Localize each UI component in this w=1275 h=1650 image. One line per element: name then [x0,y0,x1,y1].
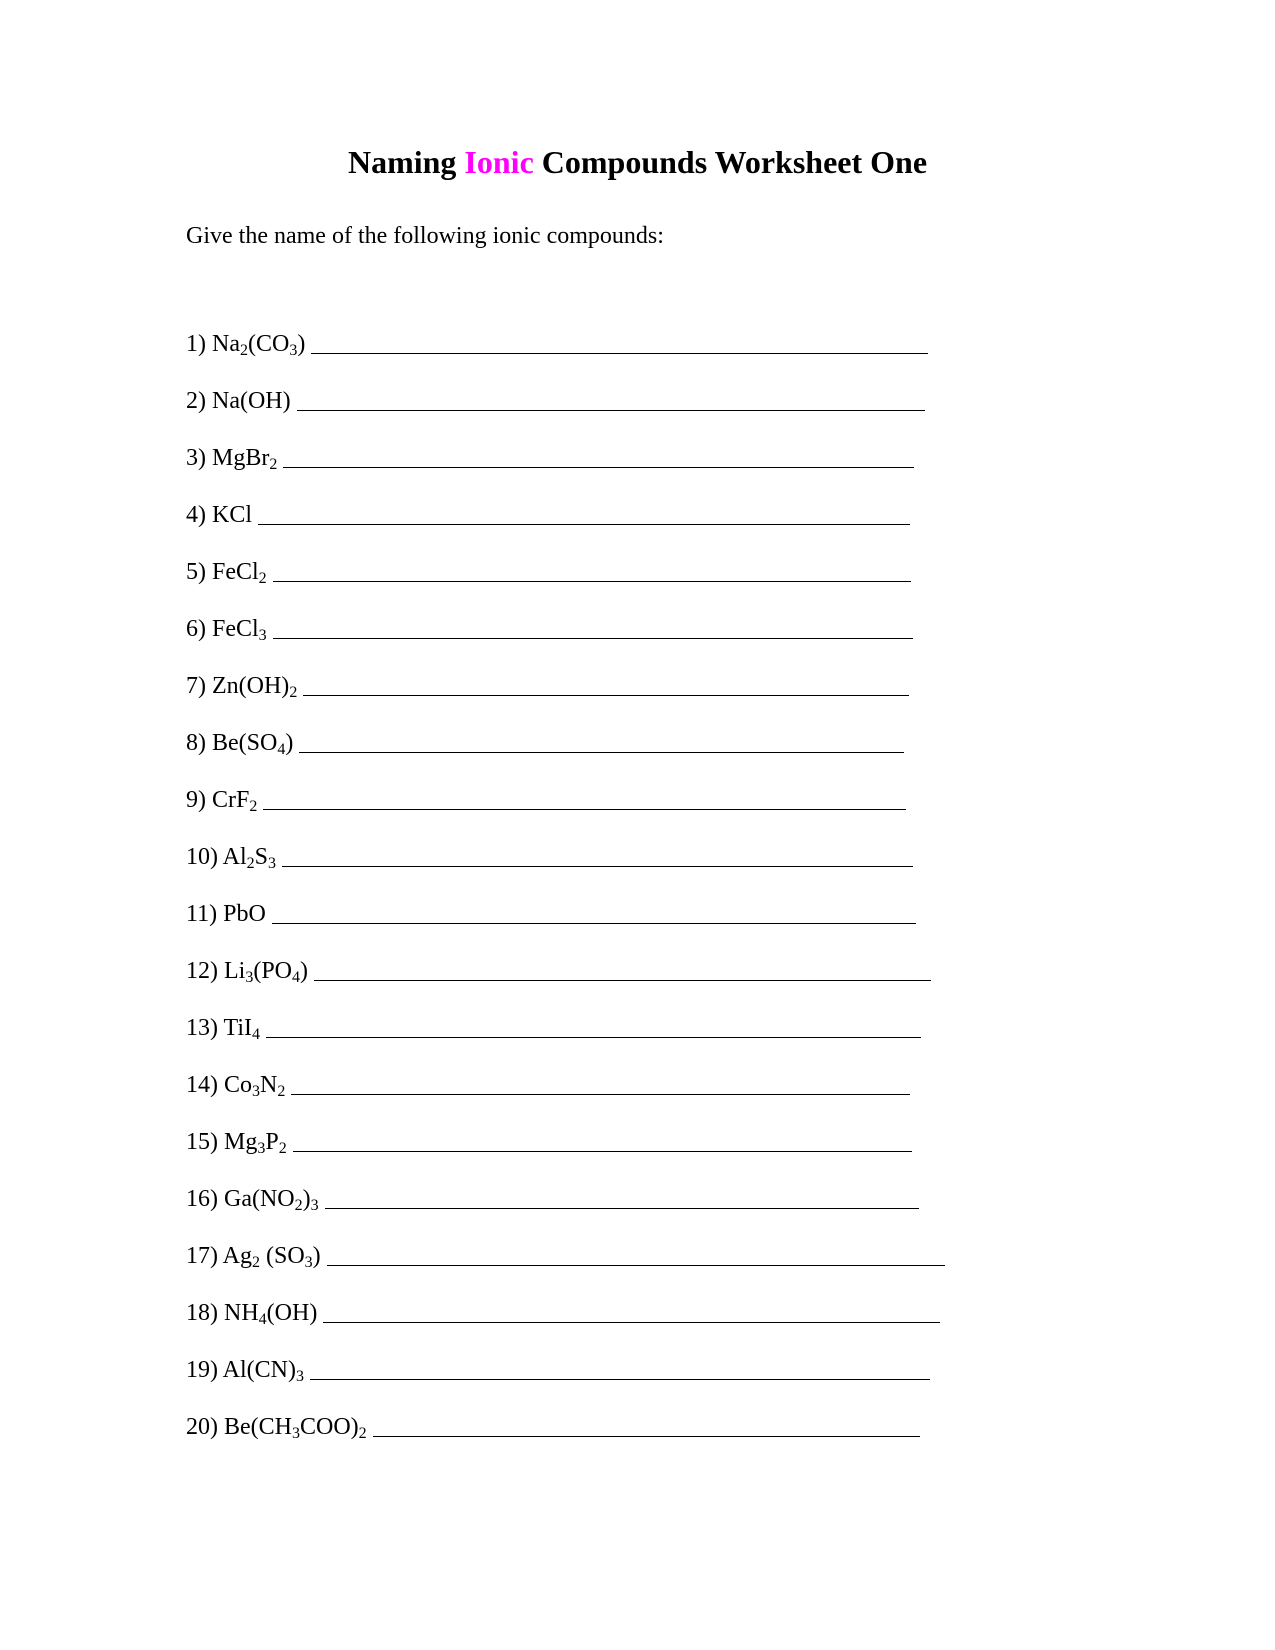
formula-subscript: 2 [289,684,298,701]
question-item [186,701,1086,758]
question-item [186,1100,1086,1157]
title-suffix: Compounds Worksheet One [533,144,928,180]
formula-subscript: 3 [289,342,298,359]
question-item [186,986,1086,1043]
answer-blank[interactable] [273,614,913,639]
compound-formula [186,1127,287,1157]
question-item [186,929,1086,986]
question-item [186,1328,1086,1385]
formula-text: 15) Mg [186,1129,258,1155]
formula-subscript: 2 [277,1083,286,1100]
formula-subscript: 4 [277,741,286,758]
compound-formula [186,1070,285,1100]
formula-subscript: 3 [257,1140,266,1157]
question-item [186,1385,1086,1442]
compound-formula [186,386,291,416]
question-item [186,1214,1086,1271]
question-list [186,302,1086,1442]
question-item [186,1043,1086,1100]
compound-formula [186,899,266,929]
title-prefix: Naming [347,144,465,180]
answer-blank[interactable] [272,899,916,924]
formula-text: 14) Co [186,1072,252,1098]
formula-subscript: 3 [252,1083,260,1100]
instructions: Give the name of the following ionic compounds: [186,223,664,249]
compound-formula [186,1013,260,1043]
formula-text: ) [300,958,308,984]
question-item [186,644,1086,701]
formula-text: ) [302,1186,311,1212]
formula-subscript: 3 [245,969,254,986]
answer-blank[interactable] [314,956,931,981]
formula-text: P [265,1129,279,1155]
formula-subscript: 4 [292,969,300,986]
title-accent-word: Ionic [464,144,534,180]
formula-text: 11) PbO [186,901,266,927]
formula-subscript: 2 [278,1140,287,1157]
formula-subscript: 2 [252,1254,260,1271]
compound-formula [186,842,276,872]
formula-text: ) [312,1243,321,1269]
answer-blank[interactable] [303,671,909,696]
answer-blank[interactable] [273,557,911,582]
compound-formula [186,614,267,644]
compound-formula [186,1184,319,1214]
formula-text: 7) Zn(OH) [186,673,290,699]
formula-subscript: 3 [258,627,267,644]
formula-text: 20) Be(CH [186,1414,292,1440]
compound-formula [186,1355,304,1385]
answer-blank[interactable] [310,1355,930,1380]
formula-text: S [254,844,269,870]
answer-blank[interactable] [297,386,925,411]
formula-subscript: 3 [268,855,277,872]
formula-subscript: 4 [252,1026,261,1043]
answer-blank[interactable] [299,728,904,753]
compound-formula [186,329,305,359]
formula-subscript: 3 [296,1368,304,1385]
formula-subscript: 2 [249,798,258,815]
formula-subscript: 3 [304,1254,313,1271]
question-item [186,872,1086,929]
formula-text: 6) FeCl [186,616,259,642]
question-item [186,587,1086,644]
formula-subscript: 3 [310,1197,319,1214]
question-item [186,473,1086,530]
formula-text: ) [297,331,306,357]
formula-text: 4) KCl [186,502,252,528]
formula-text: 8) Be(SO [186,730,278,756]
formula-text: (SO [260,1243,305,1269]
formula-subscript: 2 [258,570,267,587]
formula-text: 1) Na [186,331,240,357]
question-item [186,530,1086,587]
formula-subscript: 2 [294,1197,303,1214]
formula-text: N [260,1072,278,1098]
answer-blank[interactable] [373,1412,920,1437]
answer-blank[interactable] [266,1013,921,1038]
formula-text: 2) Na(OH) [186,388,291,414]
answer-blank[interactable] [327,1241,945,1266]
compound-formula [186,1241,321,1271]
compound-formula [186,785,257,815]
formula-text: (OH) [266,1300,318,1326]
compound-formula [186,671,297,701]
compound-formula [186,443,277,473]
formula-text: 3) MgBr [186,445,270,471]
formula-subscript: 2 [239,342,248,359]
question-item [186,1157,1086,1214]
formula-text: 9) CrF [186,787,250,813]
formula-text: 16) Ga(NO [186,1186,295,1212]
formula-text: 13) TiI [186,1015,253,1041]
formula-text: 10) Al [186,844,247,870]
formula-text: 5) FeCl [186,559,259,585]
formula-subscript: 2 [246,855,255,872]
answer-blank[interactable] [323,1298,940,1323]
formula-text: 17) Ag [186,1243,252,1269]
formula-subscript: 2 [358,1425,367,1442]
compound-formula [186,956,308,986]
answer-blank[interactable] [291,1070,910,1095]
compound-formula [186,500,252,530]
answer-blank[interactable] [258,500,910,525]
answer-blank[interactable] [311,329,928,354]
compound-formula [186,728,293,758]
question-item [186,815,1086,872]
formula-text: 12) Li [186,958,246,984]
formula-text: ) [285,730,294,756]
formula-text: (CO [247,331,290,357]
compound-formula [186,557,267,587]
question-item [186,302,1086,359]
answer-blank[interactable] [283,443,914,468]
formula-text: (PO [253,958,292,984]
formula-text: 18) NH [186,1300,259,1326]
compound-formula [186,1298,317,1328]
question-item [186,1271,1086,1328]
question-item [186,359,1086,416]
answer-blank[interactable] [293,1127,912,1152]
formula-text: COO) [299,1414,359,1440]
answer-blank[interactable] [263,785,906,810]
compound-formula [186,1412,367,1442]
question-item [186,758,1086,815]
formula-subscript: 2 [269,456,278,473]
page-title [0,142,1275,182]
question-item [186,416,1086,473]
formula-subscript: 3 [291,1425,300,1442]
formula-subscript: 4 [258,1311,267,1328]
formula-text: 19) Al(CN) [186,1357,296,1383]
answer-blank[interactable] [282,842,913,867]
answer-blank[interactable] [325,1184,919,1209]
